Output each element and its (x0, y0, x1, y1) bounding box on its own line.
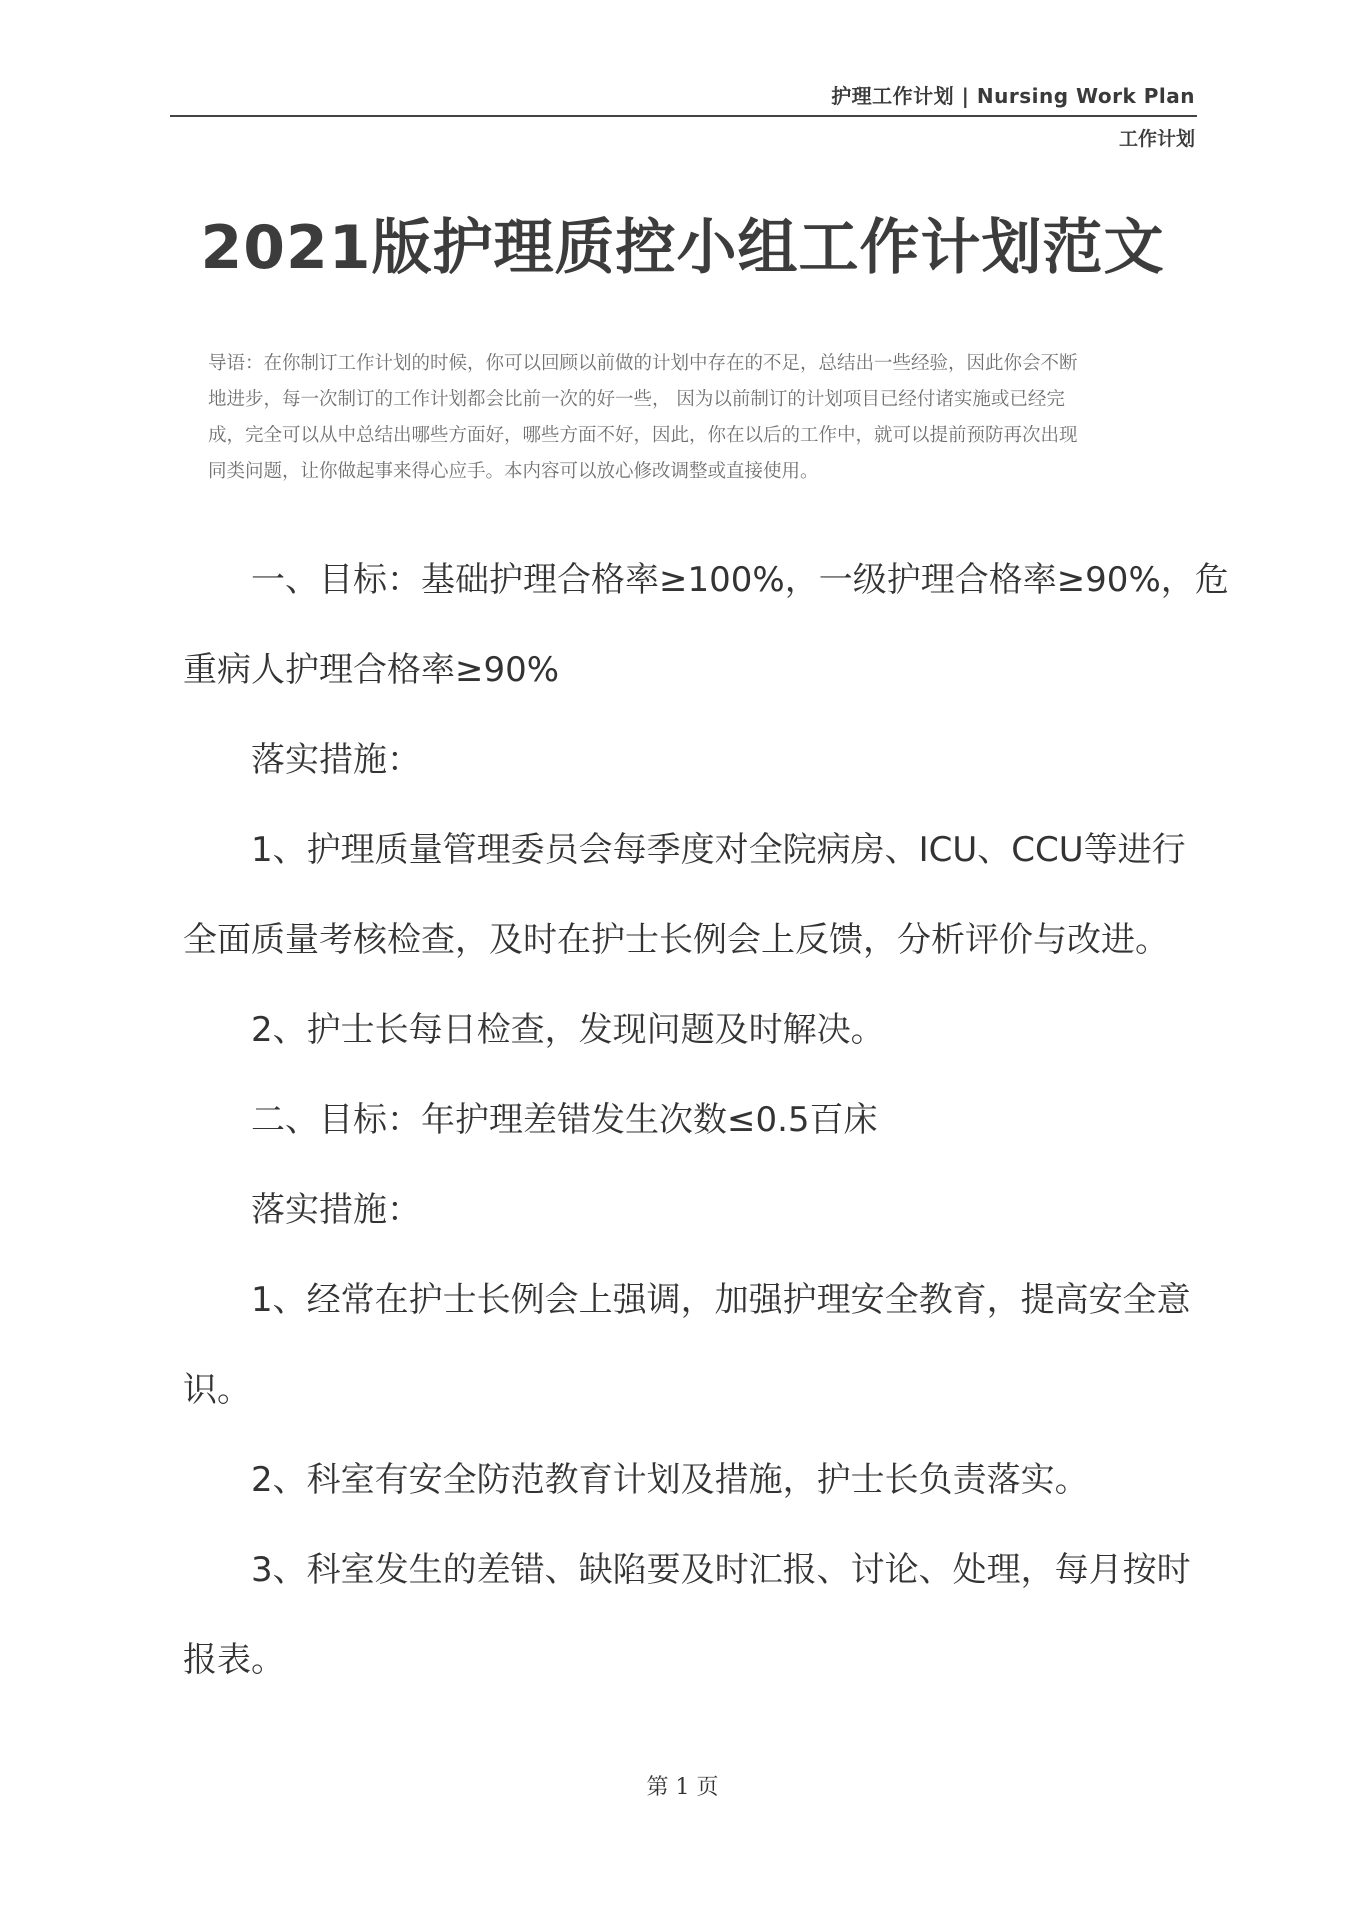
intro-line: 地进步，每一次制订的工作计划都会比前一次的好一些， 因为以前制订的计划项目已经付诸实施或已经完 (208, 389, 1065, 410)
intro-line: 同类问题，让你做起事来得心应手。本内容可以放心修改调整或直接使用。 (208, 461, 819, 482)
body-line: 重病人护理合格率≥90% (183, 650, 560, 690)
body-line: 3、科室发生的差错、缺陷要及时汇报、讨论、处理，每月按时 (251, 1550, 1191, 1590)
header-label: 护理工作计划 | Nursing Work Plan (831, 84, 1195, 108)
header-sub-label: 工作计划 (1118, 128, 1195, 150)
body-line: 1、护理质量管理委员会每季度对全院病房、ICU、CCU等进行 (251, 830, 1186, 870)
intro-paragraph (208, 346, 1188, 490)
document-body (183, 535, 1229, 1705)
measures-heading: 落实措施： (251, 1190, 421, 1230)
body-line: 2、护士长每日检查，发现问题及时解决。 (251, 1010, 885, 1050)
body-line: 识。 (183, 1370, 251, 1410)
goal-heading-1: 一、目标：基础护理合格率≥100%，一级护理合格率≥90%，危 (251, 560, 1229, 600)
body-line: 报表。 (183, 1640, 285, 1680)
header-divider (170, 115, 1197, 117)
body-line: 全面质量考核检查，及时在护士长例会上反馈，分析评价与改进。 (183, 920, 1169, 960)
body-line: 2、科室有安全防范教育计划及措施，护士长负责落实。 (251, 1460, 1089, 1500)
measures-heading: 落实措施： (251, 740, 421, 780)
document-title: 2021版护理质控小组工作计划范文 (200, 213, 1165, 283)
body-line: 1、经常在护士长例会上强调，加强护理安全教育，提高安全意 (251, 1280, 1191, 1320)
intro-line: 导语：在你制订工作计划的时候，你可以回顾以前做的计划中存在的不足，总结出一些经验，因此你会不断 (208, 353, 1078, 374)
goal-heading-2: 二、目标：年护理差错发生次数≤0.5百床 (251, 1100, 878, 1140)
intro-line: 成，完全可以从中总结出哪些方面好，哪些方面不好，因此，你在以后的工作中，就可以提前预防再次出现 (208, 425, 1078, 446)
page-number: 第 1 页 (646, 1775, 719, 1800)
